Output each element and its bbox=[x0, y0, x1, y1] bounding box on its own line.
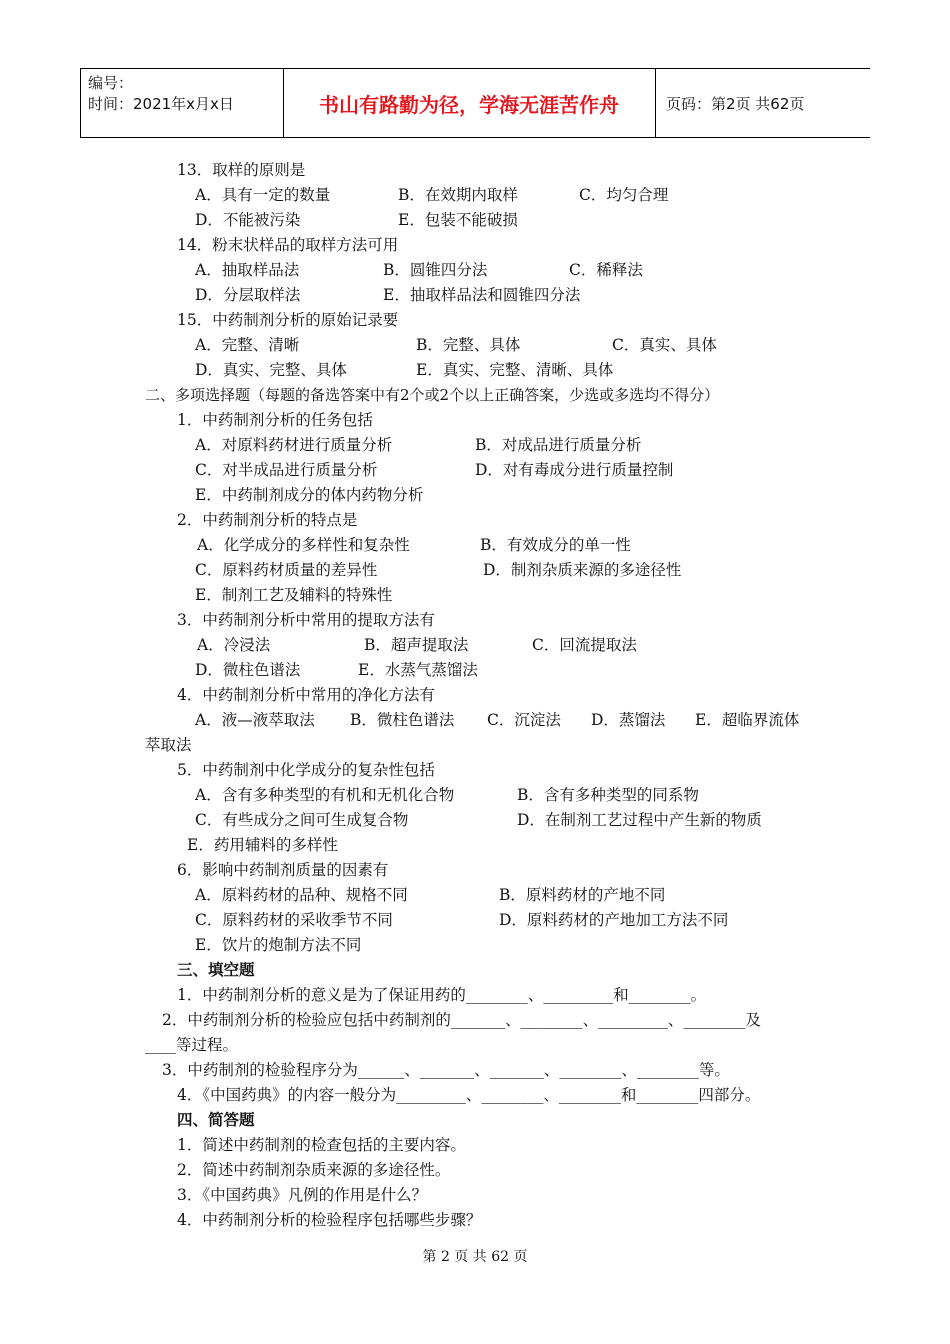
question-14: 14．粉末状样品的取样方法可用 bbox=[177, 236, 399, 254]
option: A．对原料药材进行质量分析 bbox=[195, 436, 393, 454]
option: C．均匀合理 bbox=[579, 186, 669, 204]
option: A．含有多种类型的有机和无机化合物 bbox=[195, 786, 455, 804]
option: C．原料药材质量的差异性 bbox=[195, 561, 378, 579]
option: A．原料药材的品种、规格不同 bbox=[195, 886, 408, 904]
question-13: 13．取样的原则是 bbox=[177, 161, 306, 179]
question: 2．中药制剂分析的检验应包括中药制剂的_______、________、_________、________及 bbox=[162, 1011, 761, 1029]
option: D．真实、完整、具体 bbox=[195, 361, 347, 379]
question: 4．《中国药典》的内容一般分为_________、________、________和________四部分。 bbox=[177, 1086, 761, 1104]
option: E．抽取样品法和圆锥四分法 bbox=[383, 286, 581, 304]
option: B．圆锥四分法 bbox=[383, 261, 488, 279]
question: 5．中药制剂中化学成分的复杂性包括 bbox=[177, 761, 435, 779]
question-15: 15．中药制剂分析的原始记录要 bbox=[177, 311, 399, 329]
question: 3．中药制剂分析中常用的提取方法有 bbox=[177, 611, 435, 629]
option: E．中药制剂成分的体内药物分析 bbox=[195, 486, 424, 504]
option: D．制剂杂质来源的多途径性 bbox=[483, 561, 682, 579]
option: C．对半成品进行质量分析 bbox=[195, 461, 378, 479]
option: B．在效期内取样 bbox=[398, 186, 518, 204]
option: B．有效成分的单一性 bbox=[480, 536, 631, 554]
option: D．对有毒成分进行质量控制 bbox=[475, 461, 674, 479]
question: 1．中药制剂分析的意义是为了保证用药的________、_________和________。 bbox=[177, 986, 707, 1004]
option: B．完整、具体 bbox=[416, 336, 521, 354]
option: D．微柱色谱法 bbox=[195, 661, 301, 679]
option: D．原料药材的产地加工方法不同 bbox=[499, 911, 729, 929]
option: B．含有多种类型的同系物 bbox=[517, 786, 699, 804]
header-page-info: 页码：第2页 共62页 bbox=[666, 94, 805, 113]
header-divider-2 bbox=[655, 69, 656, 137]
option: D．不能被污染 bbox=[195, 211, 301, 229]
option: C．原料药材的采收季节不同 bbox=[195, 911, 393, 929]
option: E．制剂工艺及辅料的特殊性 bbox=[195, 586, 393, 604]
option: C．有些成分之间可生成复合物 bbox=[195, 811, 409, 829]
header-border-left bbox=[80, 69, 81, 137]
option: E．超临界流体 bbox=[695, 711, 800, 729]
section-heading-short-answer: 四、简答题 bbox=[177, 1111, 255, 1129]
option: C．稀释法 bbox=[569, 261, 643, 279]
header-motto: 书山有路勤为径，学海无涯苦作舟 bbox=[319, 92, 619, 117]
option: A．液—液萃取法 bbox=[195, 711, 315, 729]
page-footer: 第 2 页 共 62 页 bbox=[422, 1249, 528, 1265]
header-time: 时间：2021年x月x日 bbox=[88, 95, 234, 113]
question: 2．中药制剂分析的特点是 bbox=[177, 511, 358, 529]
page-header bbox=[80, 68, 870, 138]
option: E．真实、完整、清晰、具体 bbox=[416, 361, 614, 379]
question-continuation: ____等过程。 bbox=[145, 1036, 239, 1054]
question: 6．影响中药制剂质量的因素有 bbox=[177, 861, 389, 879]
option: A．抽取样品法 bbox=[195, 261, 300, 279]
option: A．冷浸法 bbox=[197, 636, 271, 654]
option: C．沉淀法 bbox=[487, 711, 561, 729]
option: A．完整、清晰 bbox=[195, 336, 300, 354]
question: 1．中药制剂分析的任务包括 bbox=[177, 411, 373, 429]
question: 4．中药制剂分析的检验程序包括哪些步骤？ bbox=[177, 1211, 482, 1229]
option: E．药用辅料的多样性 bbox=[187, 836, 338, 854]
option: E．包装不能破损 bbox=[398, 211, 518, 229]
question: 3．中药制剂的检验程序分为______、_______、_______、________、________等。 bbox=[162, 1061, 730, 1079]
header-code: 编号： bbox=[88, 74, 134, 92]
option: E．水蒸气蒸馏法 bbox=[358, 661, 478, 679]
option: B．超声提取法 bbox=[364, 636, 469, 654]
option: D．在制剂工艺过程中产生新的物质 bbox=[517, 811, 762, 829]
option: B．原料药材的产地不同 bbox=[499, 886, 666, 904]
question: 3．《中国药典》凡例的作用是什么？ bbox=[177, 1186, 428, 1204]
option-continuation: 萃取法 bbox=[145, 736, 192, 754]
option: C．回流提取法 bbox=[532, 636, 637, 654]
section-heading-fill-blank: 三、填空题 bbox=[177, 961, 255, 979]
question: 1．简述中药制剂的检查包括的主要内容。 bbox=[177, 1136, 466, 1154]
option: D．蒸馏法 bbox=[591, 711, 666, 729]
option: B．微柱色谱法 bbox=[350, 711, 455, 729]
question: 4．中药制剂分析中常用的净化方法有 bbox=[177, 686, 435, 704]
option: E．饮片的炮制方法不同 bbox=[195, 936, 362, 954]
option: C．真实、具体 bbox=[612, 336, 717, 354]
option: B．对成品进行质量分析 bbox=[475, 436, 642, 454]
question: 2．简述中药制剂杂质来源的多途径性。 bbox=[177, 1161, 451, 1179]
option: A．具有一定的数量 bbox=[195, 186, 331, 204]
option: A．化学成分的多样性和复杂性 bbox=[197, 536, 410, 554]
header-meta bbox=[88, 73, 234, 115]
section-heading-multiple-choice: 二、多项选择题（每题的备选答案中有2个或2个以上正确答案，少选或多选均不得分） bbox=[145, 386, 720, 404]
option: D．分层取样法 bbox=[195, 286, 301, 304]
